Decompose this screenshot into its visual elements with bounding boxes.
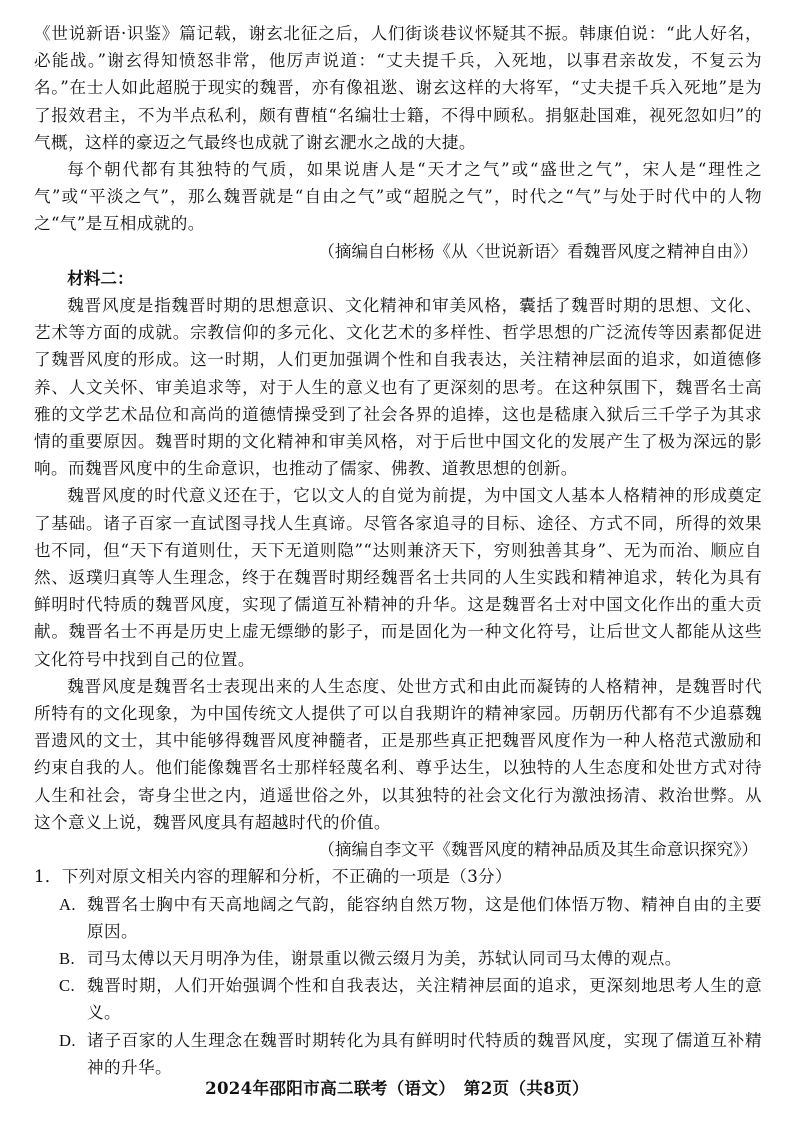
- source-citation-1: （摘编自白彬杨《从〈世说新语〉看魏晋风度之精神自由》）: [318, 241, 758, 261]
- passage-paragraph-5: 魏晋风度是魏晋名士表现出来的人生态度、处世方式和由此而凝铸的人格精神，是魏晋时代所特有的文化现象，为中国传统文人提供了可以自我期许的精神家园。历朝历代都有不少追慕魏晋遗风的文士，其中能够得魏晋风度神髓者，正是那些真正把魏晋风度作为一种人格范式激励和约束自我的人。他们能像魏晋名士那样轻蔑名利、尊乎达生，以独特的人生态度和处世方式对待人生和社会，寄身尘世之内，逍遥世俗之外，以其独特的社会文化行为激浊扬清、救治世弊。从这个意义上说，魏晋风度具有超越时代的价值。: [34, 676, 762, 832]
- question-1-option-d[interactable]: [34, 1027, 762, 1081]
- option-letter: B.: [59, 948, 76, 968]
- passage-paragraph-3: 魏晋风度是指魏晋时期的思想意识、文化精神和审美风格，囊括了魏晋时期的思想、文化、艺术等方面的成就。宗教信仰的多元化、文化艺术的多样性、哲学思想的广泛流传等因素都促进了魏晋风度的形成。这一时期，人们更加强调个性和自我表达，关注精神层面的追求，如道德修养、人文关怀、审美追求等，对于人生的意义也有了更深刻的思考。在这种氛围下，魏晋名士高雅的文学艺术品位和高尚的道德情操受到了社会各界的追捧，这也是嵇康入狱后三千学子为其求情的重要原因。魏晋时期的文化精神和审美风格，对于后世中国文化的发展产生了极为深远的影响。而魏晋风度中的生命意识，也推动了儒家、佛教、道教思想的创新。: [34, 296, 762, 479]
- option-text: 魏晋时期，人们开始强调个性和自我表达，关注精神层面的追求，更深刻地思考人生的意义。: [87, 976, 762, 1023]
- option-text: 魏晋名士胸中有天高地阔之气韵，能容纳自然万物，这是他们体悟万物、精神自由的主要原因。: [87, 894, 762, 941]
- question-1-option-b[interactable]: [34, 945, 762, 972]
- option-letter: A.: [59, 894, 76, 914]
- option-letter: C.: [59, 976, 76, 996]
- question-1-option-a[interactable]: [34, 891, 762, 945]
- passage-paragraph-4: 魏晋风度的时代意义还在于，它以文人的自觉为前提，为中国文人基本人格精神的形成奠定了基础。诸子百家一直试图寻找人生真谛。尽管各家追寻的目标、途径、方式不同，所得的效果也不同，但“天下有道则仕，天下无道则隐”“达则兼济天下，穷则独善其身”、无为而治、顺应自然、返璞归真等人生理念，终于在魏晋时期经魏晋名士共同的人生实践和精神追求，转化为具有鲜明时代特质的魏晋风度，实现了儒道互补精神的升华。这是魏晋名士对中国文化作出的重大贡献。魏晋名士不再是历史上虚无缥缈的影子，而是固化为一种文化符号，让后世文人都能从这些文化符号中找到自己的位置。: [34, 486, 762, 669]
- material-two-heading: 材料二：: [67, 267, 134, 288]
- passage-paragraph-1: 《世说新语·识鉴》篇记载，谢玄北征之后，人们街谈巷议怀疑其不振。韩康伯说：“此人好名，必能战。”谢玄得知愤怒非常，他厉声说道：“丈夫提千兵，入死地，以事君亲故发，不复云为名。”在士人如此超脱于现实的魏晋，亦有像祖逖、谢玄这样的大将军，“丈夫提千兵入死地”是为了报效君主，不为半点私利，颇有曹植“名编壮士籍，不得中顾私。捐躯赴国难，视死忽如归”的气概，这样的豪迈之气最终也成就了谢玄淝水之战的大捷。: [34, 24, 762, 152]
- question-1-option-c[interactable]: [34, 972, 762, 1026]
- passage-paragraph-2: 每个朝代都有其独特的气质，如果说唐人是“天才之气”或“盛世之气”，宋人是“理性之气”或“平淡之气”，那么魏晋就是“自由之气”或“超脱之气”，时代之“气”与处于时代中的人物之“气”是互相成就的。: [34, 160, 762, 234]
- exam-page: [34, 20, 762, 1081]
- option-text: 司马太傅以天月明净为佳，谢景重以微云缀月为美，苏轼认同司马太傅的观点。: [87, 948, 682, 968]
- option-letter: D.: [59, 1030, 76, 1050]
- page-footer: 2024年邵阳市高二联考（语文） 第2页（共8页）: [205, 1078, 589, 1098]
- option-text: 诸子百家的人生理念在魏晋时期转化为具有鲜明时代特质的魏晋风度，实现了儒道互补精神的升华。: [87, 1030, 762, 1077]
- question-1-stem: 1．下列对原文相关内容的理解和分析，不正确的一项是（3分）: [34, 867, 512, 887]
- source-citation-2: （摘编自李文平《魏晋风度的精神品质及其生命意识探究》）: [318, 840, 758, 860]
